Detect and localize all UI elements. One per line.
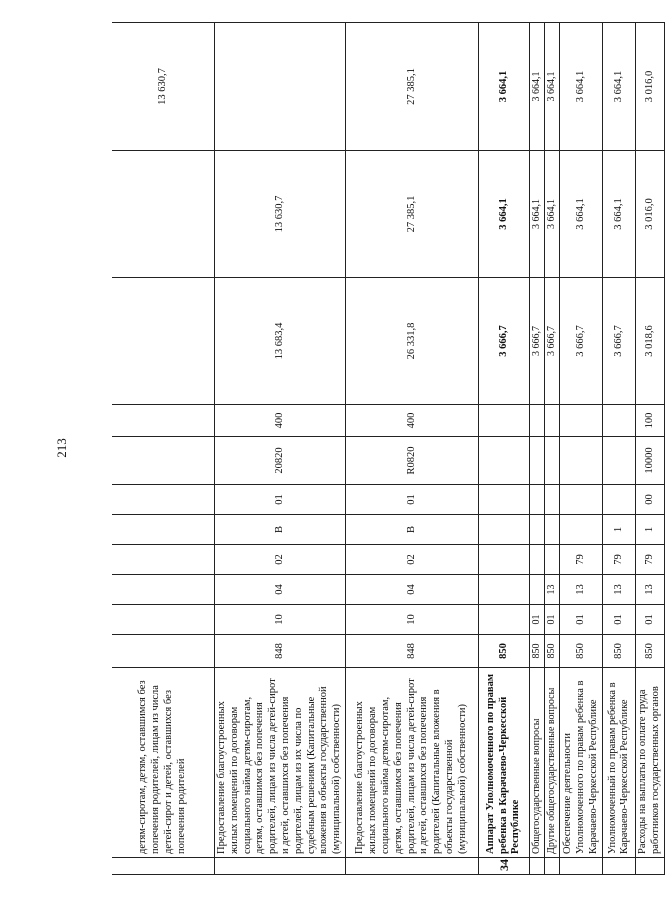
table-row [636, 23, 665, 875]
ved-cell: 848 [346, 635, 479, 668]
vr-cell [560, 405, 603, 437]
cs2-cell [479, 515, 530, 545]
cs3-cell: 01 [215, 485, 346, 515]
sum1-cell: 13 683,4 [215, 278, 346, 405]
row-number-cell: 34 [479, 858, 530, 875]
sum2-cell: 3 664,1 [530, 151, 545, 278]
cs1-cell: 79 [636, 545, 665, 575]
cs1-cell [545, 545, 560, 575]
cs4-cell [530, 437, 545, 485]
ved-cell: 850 [636, 635, 665, 668]
rz-cell [112, 605, 215, 635]
cs2-cell [530, 515, 545, 545]
vr-cell: 400 [346, 405, 479, 437]
cs4-cell [479, 437, 530, 485]
cs4-cell [603, 437, 636, 485]
sum1-cell: 3 666,7 [479, 278, 530, 405]
rz-cell: 01 [545, 605, 560, 635]
sum2-cell: 3 664,1 [545, 151, 560, 278]
sum1-cell: 3 018,6 [636, 278, 665, 405]
pr-cell: 13 [603, 575, 636, 605]
sum2-cell: 3 664,1 [479, 151, 530, 278]
sum1-cell: 3 666,7 [560, 278, 603, 405]
table-row [112, 23, 215, 875]
rz-cell: 10 [346, 605, 479, 635]
table-row [530, 23, 545, 875]
sum3-cell: 13 630,7 [112, 23, 215, 151]
sum1-cell: 3 666,7 [603, 278, 636, 405]
pr-cell: 13 [636, 575, 665, 605]
cs1-cell: 02 [215, 545, 346, 575]
sum3-cell: 3 664,1 [603, 23, 636, 151]
table-row [560, 23, 603, 875]
ved-cell: 850 [530, 635, 545, 668]
cs4-cell [112, 437, 215, 485]
sum2-cell: 3 664,1 [603, 151, 636, 278]
pr-cell: 04 [215, 575, 346, 605]
cs4-cell: 20820 [215, 437, 346, 485]
sum2-cell [112, 151, 215, 278]
ved-cell: 848 [215, 635, 346, 668]
row-name-cell: Другие общегосударственные вопросы [545, 668, 560, 858]
row-number-cell [560, 858, 603, 875]
rz-cell: 01 [560, 605, 603, 635]
cs2-cell: В [346, 515, 479, 545]
row-number-cell [636, 858, 665, 875]
row-name-cell: Обеспечение деятельности Уполномоченного по правам ребенка в Карачаево-Черкесской Республике [560, 668, 603, 858]
row-number-cell [215, 858, 346, 875]
row-number-cell [545, 858, 560, 875]
row-name-cell: Уполномоченный по правам ребенка в Карачаево-Черкесской Республике [603, 668, 636, 858]
cs2-cell [560, 515, 603, 545]
sum3-cell: 3 664,1 [530, 23, 545, 151]
page-number: 213 [54, 438, 69, 458]
rz-cell: 01 [636, 605, 665, 635]
vr-cell: 100 [636, 405, 665, 437]
row-name-cell: Аппарат Уполномоченного по правам ребенка в Карачаево-Черкесской Республике [479, 668, 530, 858]
sum2-cell: 27 385,1 [346, 151, 479, 278]
vr-cell: 400 [215, 405, 346, 437]
row-name-cell: Общегосударственные вопросы [530, 668, 545, 858]
pr-cell: 04 [346, 575, 479, 605]
vr-cell [603, 405, 636, 437]
rz-cell: 10 [215, 605, 346, 635]
cs4-cell: 10000 [636, 437, 665, 485]
rotated-page-content [112, 23, 662, 875]
sum1-cell: 3 666,7 [545, 278, 560, 405]
cs3-cell [479, 485, 530, 515]
cs3-cell [603, 485, 636, 515]
cs2-cell [545, 515, 560, 545]
vr-cell [479, 405, 530, 437]
cs3-cell: 01 [346, 485, 479, 515]
sum2-cell: 13 630,7 [215, 151, 346, 278]
vr-cell [545, 405, 560, 437]
row-number-cell [346, 858, 479, 875]
cs3-cell [112, 485, 215, 515]
sum2-cell: 3 016,0 [636, 151, 665, 278]
table-row [215, 23, 346, 875]
row-name-cell: детям-сиротам, детям, оставшимся без попечения родителей, лицам из числа детей-сирот и детей, оставшихся без попечения родителей [112, 668, 215, 858]
row-name-cell: Предоставление благоустроенных жилых помещений по договорам социального найма детям-сиротам, детям, оставшимся без попечения родителей, лицам из числа детей-сирот и детей, оставшихся без попечения родителей, лицам из их числа по судебным решениям (Капитальные вложения в объекты государственной (муниципальной) собственности) [215, 668, 346, 858]
cs2-cell: 1 [603, 515, 636, 545]
table-row [545, 23, 560, 875]
ved-cell: 850 [479, 635, 530, 668]
row-number-cell [112, 858, 215, 875]
row-name-cell: Предоставление благоустроенных жилых помещений по договорам социального найма детям-сиротам, детям, оставшимся без попечения родителей, лицам из числа детей-сирот и детей, оставшихся без попечения родителей (Капитальные вложения в объекты государственной (муниципальной) собственности) [346, 668, 479, 858]
table-row [603, 23, 636, 875]
table-row-section-header [479, 23, 530, 875]
pr-cell: 13 [560, 575, 603, 605]
rz-cell: 01 [530, 605, 545, 635]
ved-cell [112, 635, 215, 668]
sum1-cell: 3 666,7 [530, 278, 545, 405]
ved-cell: 850 [603, 635, 636, 668]
cs3-cell [530, 485, 545, 515]
sum3-cell: 3 664,1 [479, 23, 530, 151]
cs3-cell [545, 485, 560, 515]
cs4-cell: R0820 [346, 437, 479, 485]
cs3-cell [560, 485, 603, 515]
sum2-cell: 3 664,1 [560, 151, 603, 278]
cs4-cell [560, 437, 603, 485]
table-row [346, 23, 479, 875]
row-name-cell: Расходы на выплаты по оплате труда работников государственных органов [636, 668, 665, 858]
vr-cell [530, 405, 545, 437]
cs2-cell [112, 515, 215, 545]
ved-cell: 850 [545, 635, 560, 668]
pr-cell [112, 575, 215, 605]
cs1-cell [530, 545, 545, 575]
cs1-cell: 79 [560, 545, 603, 575]
pr-cell [479, 575, 530, 605]
cs1-cell: 79 [603, 545, 636, 575]
cs2-cell: 1 [636, 515, 665, 545]
pr-cell [530, 575, 545, 605]
row-number-cell [603, 858, 636, 875]
sum3-cell: 3 664,1 [560, 23, 603, 151]
pr-cell: 13 [545, 575, 560, 605]
cs4-cell [545, 437, 560, 485]
cs1-cell: 02 [346, 545, 479, 575]
sum3-cell [215, 23, 346, 151]
vr-cell [112, 405, 215, 437]
row-number-cell [530, 858, 545, 875]
rz-cell [479, 605, 530, 635]
sum3-cell: 3 016,0 [636, 23, 665, 151]
cs1-cell [479, 545, 530, 575]
sum3-cell: 27 385,1 [346, 23, 479, 151]
sum3-cell: 3 664,1 [545, 23, 560, 151]
sum1-cell: 26 331,8 [346, 278, 479, 405]
budget-table [112, 22, 665, 875]
ved-cell: 850 [560, 635, 603, 668]
rz-cell: 01 [603, 605, 636, 635]
cs1-cell [112, 545, 215, 575]
cs2-cell: В [215, 515, 346, 545]
cs3-cell: 00 [636, 485, 665, 515]
sum1-cell [112, 278, 215, 405]
